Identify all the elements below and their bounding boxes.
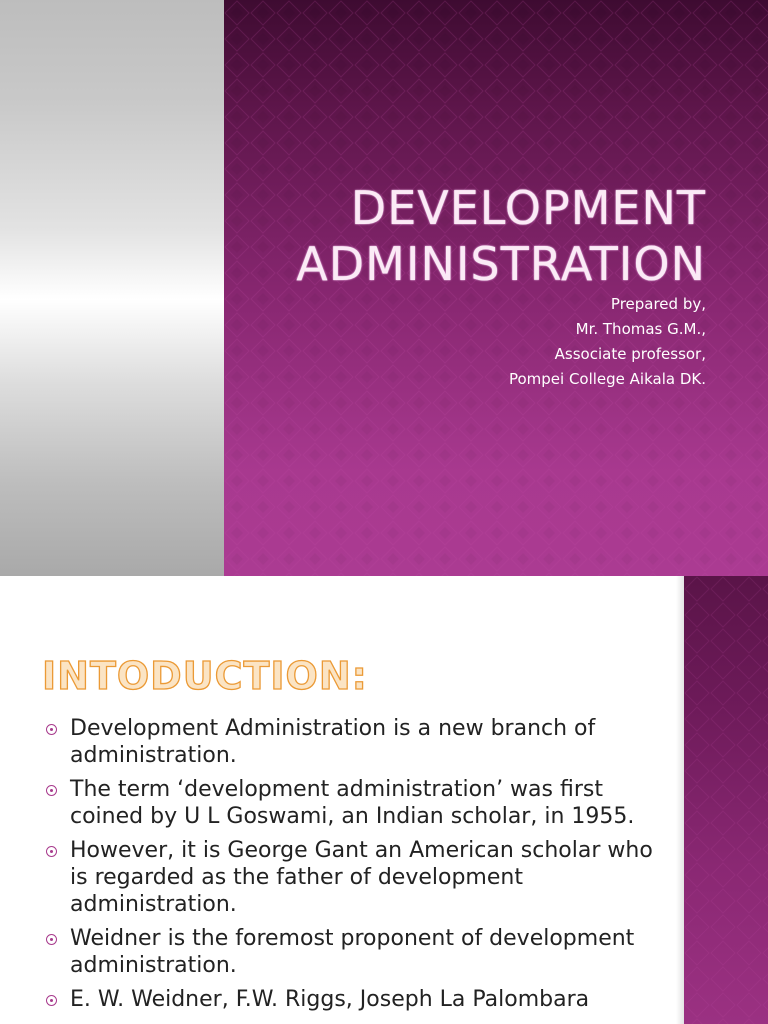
byline-author-role: Associate professor, (554, 345, 706, 363)
list-item-text: The term ‘development administration’ was first coined by U L Goswami, an Indian scholar, in 1955. (70, 777, 635, 829)
circle-dot-bullet-icon (46, 846, 57, 857)
list-item-text: Development Administration is a new branch of administration. (70, 716, 596, 768)
circle-dot-bullet-icon (46, 995, 57, 1006)
title-line-2: ADMINISTRATION (296, 237, 706, 291)
diamond-pattern-band (684, 576, 768, 1024)
list-item-text: However, it is George Gant an American scholar who is regarded as the father of development administration. (70, 838, 653, 917)
bullet-list (46, 715, 656, 1020)
presentation-title (296, 180, 706, 292)
list-item (46, 986, 656, 1013)
list-item-text: Weidner is the foremost proponent of development administration. (70, 926, 635, 978)
list-item (46, 925, 656, 979)
author-byline (509, 292, 706, 392)
circle-dot-bullet-icon (46, 934, 57, 945)
title-line-1: DEVELOPMENT (350, 181, 706, 235)
list-item (46, 776, 656, 830)
title-slide-gray-panel (0, 0, 224, 576)
section-heading: INTODUCTION: (42, 654, 368, 698)
introduction-slide (0, 576, 768, 1024)
list-item-text: E. W. Weidner, F.W. Riggs, Joseph La Palombara (70, 987, 590, 1012)
introduction-slide-purple-band (684, 576, 768, 1024)
byline-author-name: Mr. Thomas G.M., (575, 320, 706, 338)
list-item (46, 837, 656, 918)
slide-edge-shadow (676, 576, 684, 1024)
circle-dot-bullet-icon (46, 785, 57, 796)
circle-dot-bullet-icon (46, 724, 57, 735)
byline-prepared-by: Prepared by, (610, 295, 706, 313)
list-item (46, 715, 656, 769)
byline-institution: Pompei College Aikala DK. (508, 370, 706, 388)
